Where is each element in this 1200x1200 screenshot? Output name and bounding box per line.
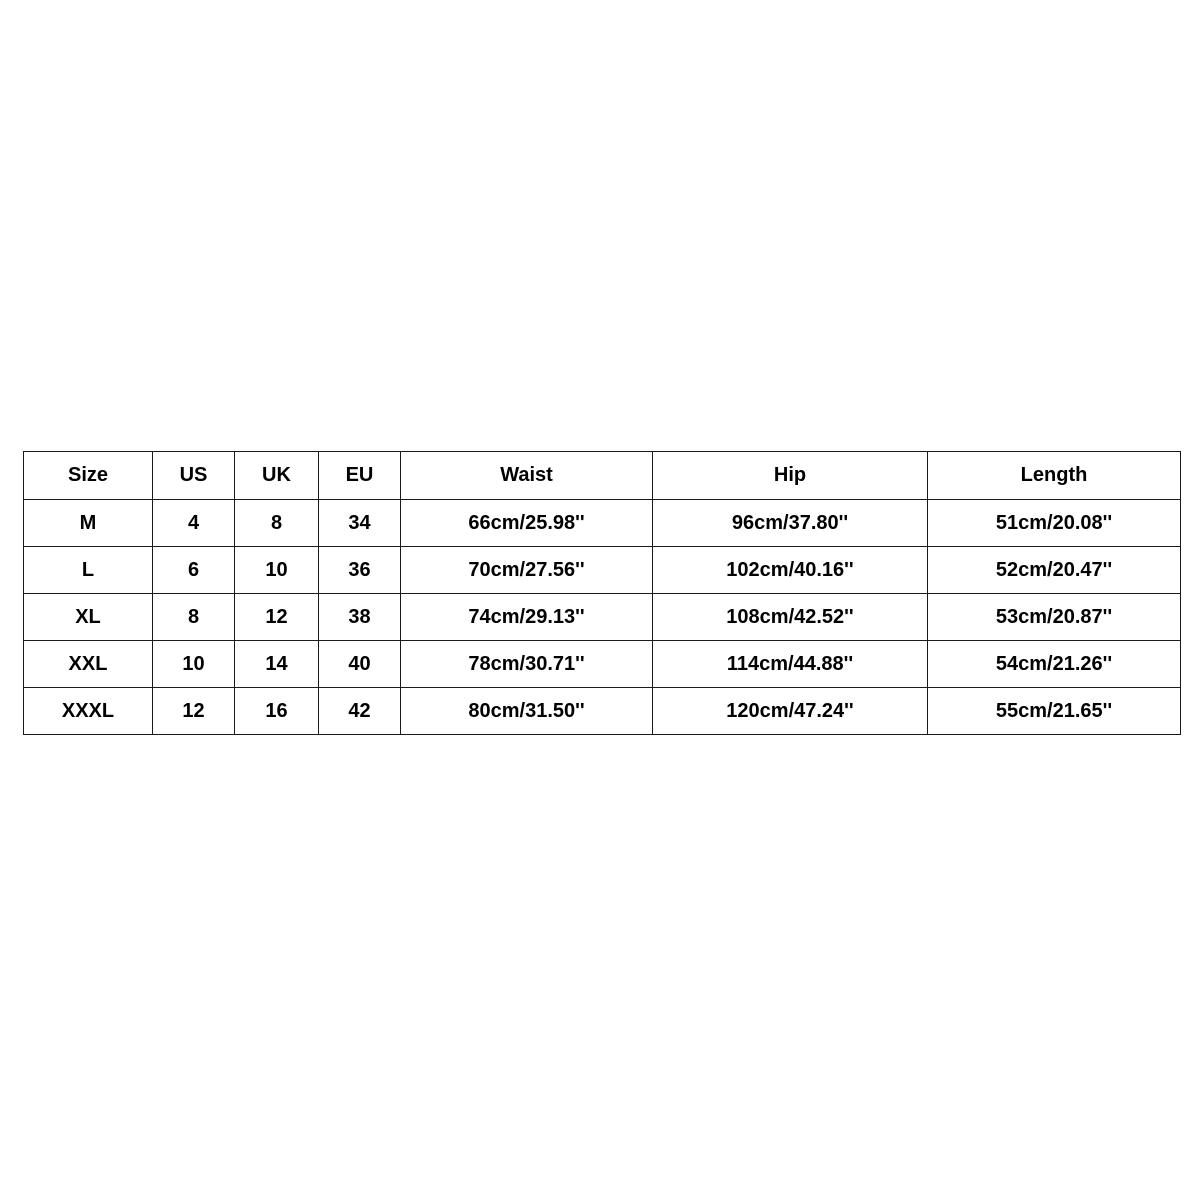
cell-us: 10 [153,641,235,688]
header-length: Length [928,452,1181,500]
cell-length: 51cm/20.08'' [928,500,1181,547]
cell-waist: 74cm/29.13'' [401,594,653,641]
header-us: US [153,452,235,500]
cell-hip: 102cm/40.16'' [653,547,928,594]
cell-hip: 96cm/37.80'' [653,500,928,547]
table-row [24,688,1181,735]
header-size: Size [24,452,153,500]
cell-waist: 66cm/25.98'' [401,500,653,547]
cell-uk: 16 [235,688,319,735]
cell-length: 55cm/21.65'' [928,688,1181,735]
cell-eu: 42 [319,688,401,735]
cell-waist: 70cm/27.56'' [401,547,653,594]
cell-uk: 14 [235,641,319,688]
table-row [24,547,1181,594]
cell-eu: 40 [319,641,401,688]
table-row [24,641,1181,688]
cell-eu: 38 [319,594,401,641]
header-uk: UK [235,452,319,500]
header-waist: Waist [401,452,653,500]
cell-length: 53cm/20.87'' [928,594,1181,641]
table-row [24,500,1181,547]
cell-eu: 34 [319,500,401,547]
cell-size: XXXL [24,688,153,735]
cell-us: 8 [153,594,235,641]
cell-waist: 80cm/31.50'' [401,688,653,735]
cell-size: L [24,547,153,594]
header-eu: EU [319,452,401,500]
cell-uk: 10 [235,547,319,594]
cell-hip: 108cm/42.52'' [653,594,928,641]
cell-hip: 120cm/47.24'' [653,688,928,735]
cell-us: 4 [153,500,235,547]
cell-size: XXL [24,641,153,688]
cell-waist: 78cm/30.71'' [401,641,653,688]
table-row [24,594,1181,641]
table-header-row [24,452,1181,500]
cell-size: M [24,500,153,547]
cell-uk: 12 [235,594,319,641]
cell-size: XL [24,594,153,641]
cell-hip: 114cm/44.88'' [653,641,928,688]
cell-eu: 36 [319,547,401,594]
cell-us: 12 [153,688,235,735]
header-hip: Hip [653,452,928,500]
cell-length: 52cm/20.47'' [928,547,1181,594]
cell-us: 6 [153,547,235,594]
size-chart-table [23,451,1181,735]
cell-uk: 8 [235,500,319,547]
cell-length: 54cm/21.26'' [928,641,1181,688]
